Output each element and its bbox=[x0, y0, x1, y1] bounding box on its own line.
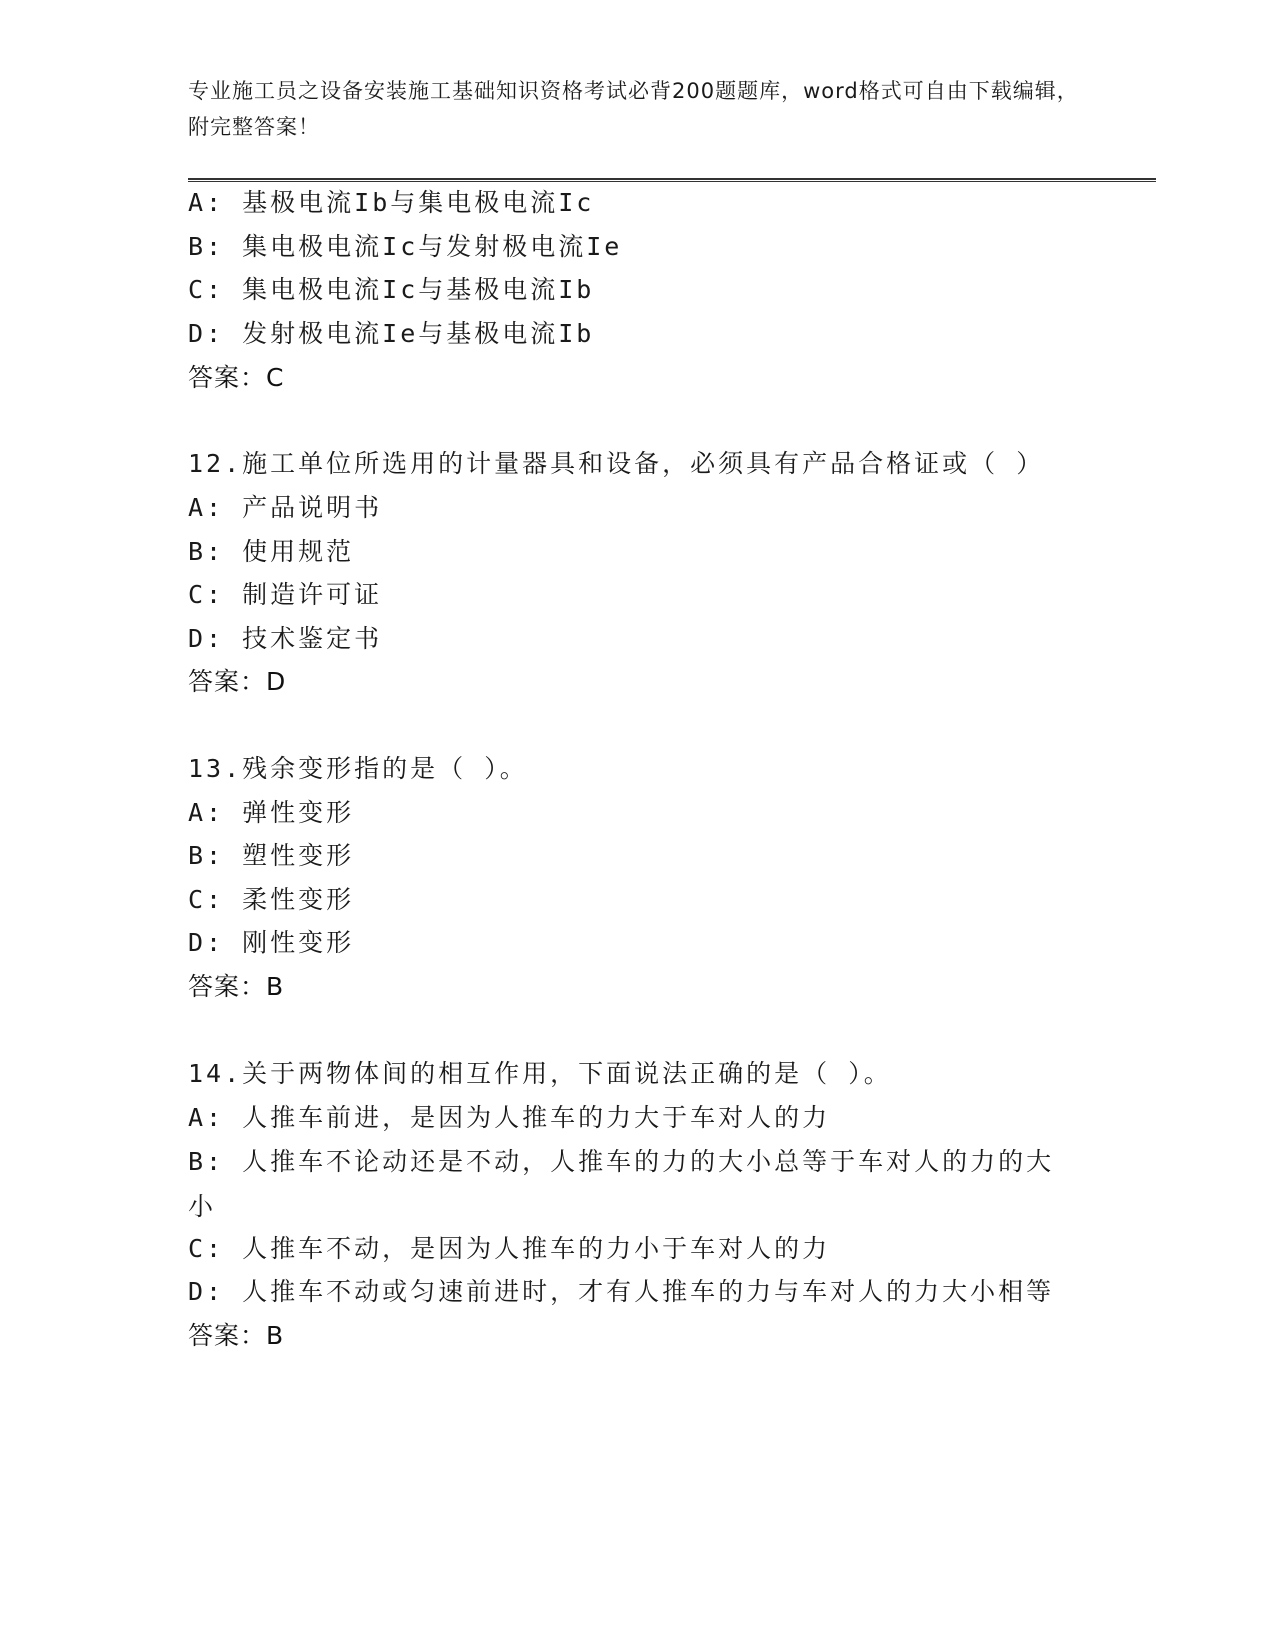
header-divider bbox=[188, 178, 1156, 182]
option-a: A: 人推车前进，是因为人推车的力大于车对人的力 bbox=[188, 1103, 831, 1132]
answer: 答案：B bbox=[188, 972, 285, 1001]
option-b: B: 使用规范 bbox=[188, 537, 355, 566]
option-d: D: 技术鉴定书 bbox=[188, 624, 383, 653]
option-a: A: 弹性变形 bbox=[188, 798, 355, 827]
option-c: C: 集电极电流Ic与基极电流Ib bbox=[188, 275, 595, 304]
answer: 答案：D bbox=[188, 667, 287, 696]
option-c: C: 制造许可证 bbox=[188, 580, 383, 609]
answer: 答案：B bbox=[188, 1321, 285, 1350]
option-d: D: 发射极电流Ie与基极电流Ib bbox=[188, 319, 595, 348]
question-stem: 13.残余变形指的是（ ）。 bbox=[188, 754, 528, 783]
option-b: B: 塑性变形 bbox=[188, 841, 355, 870]
option-c: C: 人推车不动，是因为人推车的力小于车对人的力 bbox=[188, 1234, 831, 1263]
option-a: A: 产品说明书 bbox=[188, 493, 383, 522]
option-a: A: 基极电流Ib与集电极电流Ic bbox=[188, 188, 595, 217]
document-header: 专业施工员之设备安装施工基础知识资格考试必背200题题库，word格式可自由下载编辑，附完整答案！ bbox=[188, 79, 1079, 139]
option-c: C: 柔性变形 bbox=[188, 885, 355, 914]
option-b: B: 人推车不论动还是不动，人推车的力的大小总等于车对人的力的大小 bbox=[188, 1147, 1055, 1221]
option-d: D: 刚性变形 bbox=[188, 928, 355, 957]
answer: 答案：C bbox=[188, 363, 285, 392]
option-d: D: 人推车不动或匀速前进时，才有人推车的力与车对人的力大小相等 bbox=[188, 1277, 1055, 1306]
option-b: B: 集电极电流Ic与发射极电流Ie bbox=[188, 232, 623, 261]
question-stem: 14.关于两物体间的相互作用，下面说法正确的是（ ）。 bbox=[188, 1059, 892, 1088]
question-stem: 12.施工单位所选用的计量器具和设备，必须具有产品合格证或（ ） bbox=[188, 449, 1045, 478]
